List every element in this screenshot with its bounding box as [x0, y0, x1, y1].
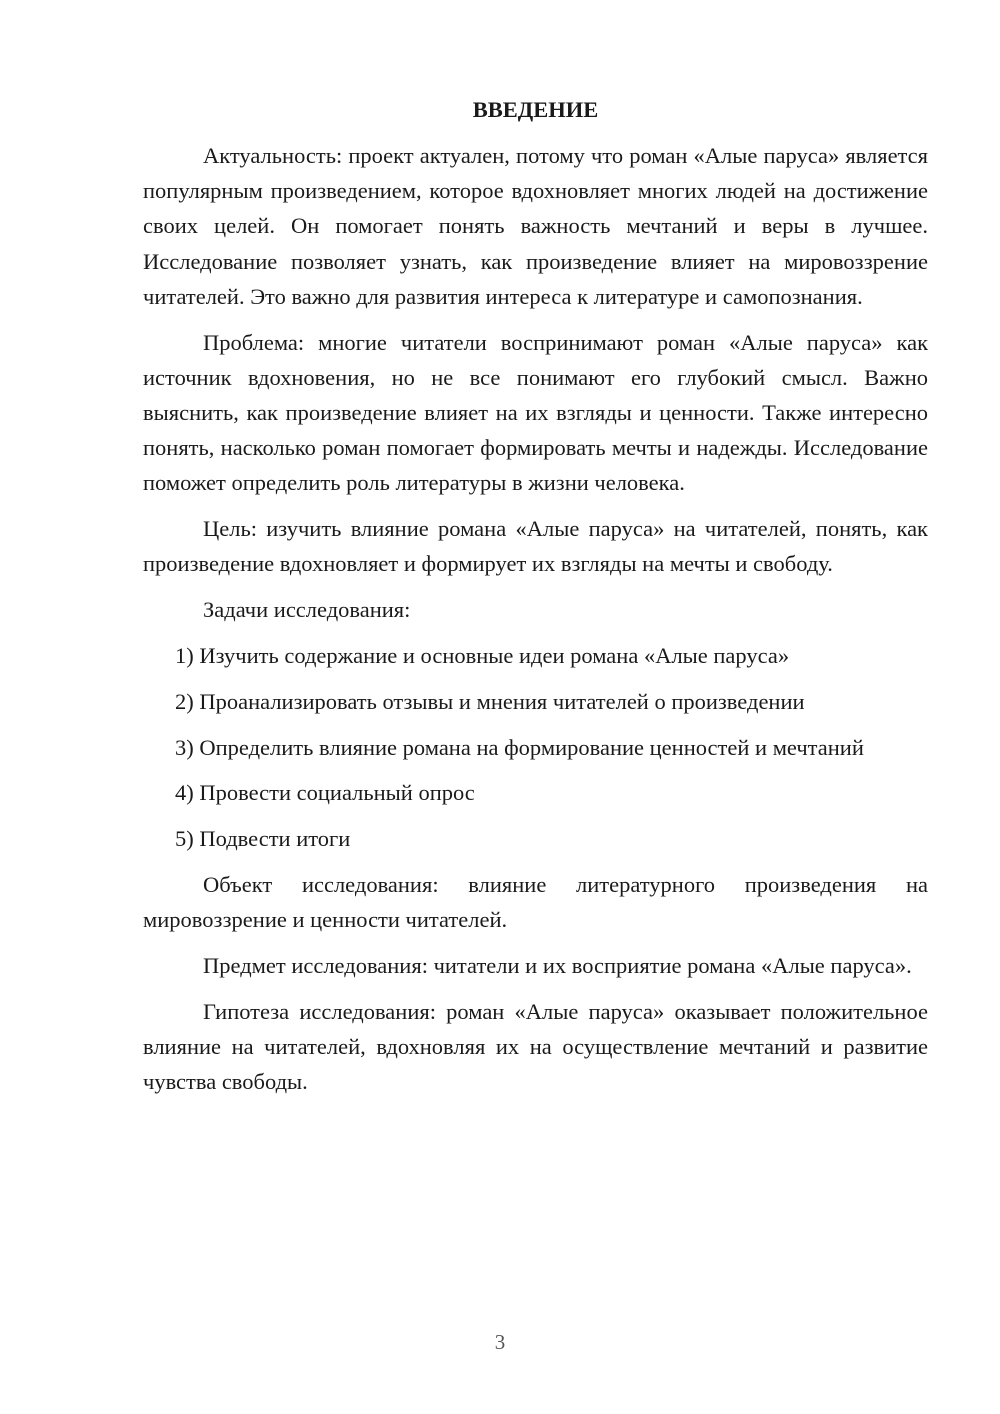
paragraph-object: Объект исследования: влияние литературного произведения на мировоззрение и ценности читателей. — [143, 872, 928, 933]
task-item-3: 3) Определить влияние романа на формирование ценностей и мечтаний — [175, 734, 864, 760]
paragraph-problem: Проблема: многие читатели воспринимают роман «Алые паруса» как источник вдохновения, но не все понимают его глубокий смысл. Важно выяснить, как произведение влияет на их взгляды и ценности. Также интересно понять, насколько роман помогает формировать мечты и надежды. Исследование поможет определить роль литературы в жизни человека. — [143, 329, 928, 496]
paragraph-hypothesis: Гипотеза исследования: роман «Алые паруса» оказывает положительное влияние на читателей, вдохновляя их на осуществление мечтаний и развитие чувства свободы. — [143, 998, 928, 1095]
task-item-4: 4) Провести социальный опрос — [175, 780, 475, 806]
section-heading: ВВЕДЕНИЕ — [472, 97, 599, 122]
paragraph-tasks-heading: Задачи исследования: — [203, 597, 411, 623]
paragraph-goal: Цель: изучить влияние романа «Алые паруса» на читателей, понять, как произведение вдохновляет и формирует их взгляды на мечты и свободу. — [143, 516, 928, 577]
task-item-1: 1) Изучить содержание и основные идеи романа «Алые паруса» — [175, 643, 790, 669]
page-number: 3 — [494, 1330, 506, 1354]
task-item-5: 5) Подвести итоги — [175, 826, 351, 852]
paragraph-relevance: Актуальность: проект актуален, потому что роман «Алые паруса» является популярным произведением, которое вдохновляет многих людей на достижение своих целей. Он помогает понять важность мечтаний и веры в лучшее. Исследование позволяет узнать, как произведение влияет на мировоззрение читателей. Это важно для развития интереса к литературе и самопознания. — [143, 143, 928, 309]
task-item-2: 2) Проанализировать отзывы и мнения читателей о произведении — [175, 688, 805, 714]
paragraph-subject: Предмет исследования: читатели и их восприятие романа «Алые паруса». — [203, 953, 912, 978]
document-body — [143, 92, 928, 1110]
